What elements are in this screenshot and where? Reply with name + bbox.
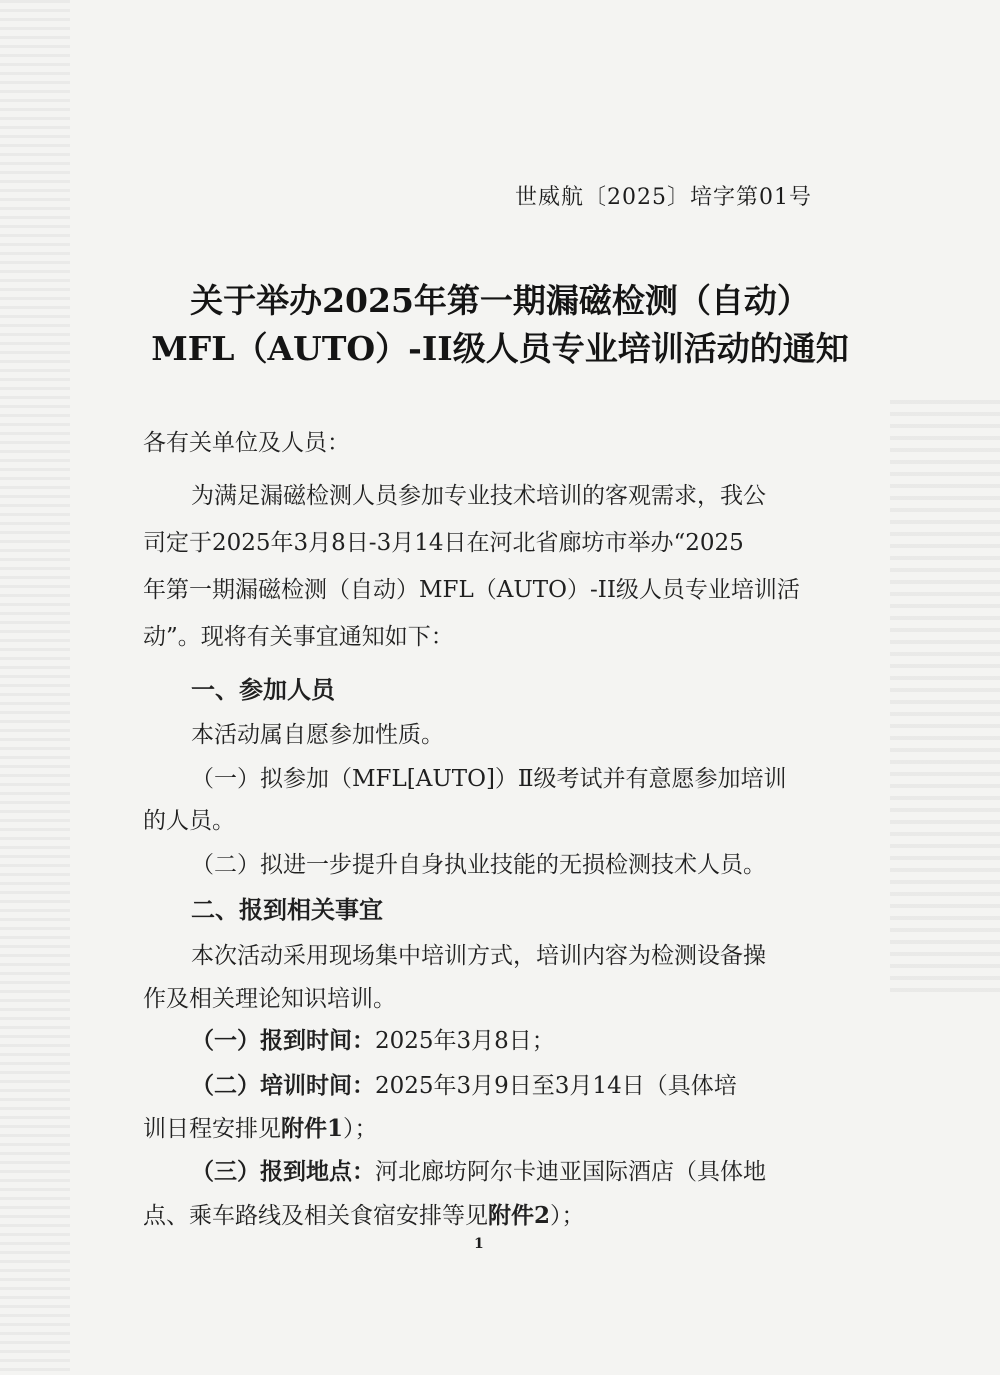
section2-item2-value: 2025年3月9日至3月14日（具体培 [375,1073,737,1099]
section1-item1-line2: 的人员。 [143,808,235,834]
intro-line-2: 司定于2025年3月8日-3月14日在河北省廊坊市举办“2025 [143,530,744,556]
title-line-1: 关于举办2025年第一期漏磁检测（自动） [190,281,810,320]
section2-item1-label: （一）报到时间： [191,1027,375,1054]
document-number: 世威航〔2025〕培字第01号 [515,185,812,210]
section1-item1-line1: （一）拟参加（MFL[AUTO]）Ⅱ级考试并有意愿参加培训 [191,766,787,792]
section2-item2-line2-text: 训日程安排见 [143,1116,281,1142]
section2-item2-line2 [143,1110,378,1143]
section2-item2 [191,1067,737,1100]
page-number: 1 [474,1236,484,1252]
section2-item3-label: （三）报到地点： [191,1158,375,1185]
intro-line-3: 年第一期漏磁检测（自动）MFL（AUTO）-II级人员专业培训活 [143,577,800,603]
title-line-2: MFL（AUTO）-II级人员专业培训活动的通知 [151,329,849,368]
attachment1-ref: 附件1 [281,1115,344,1142]
section1-item2: （二）拟进一步提升自身执业技能的无损检测技术人员。 [191,852,766,878]
section2-item2-line2-end: ）； [343,1116,378,1142]
attachment2-ref: 附件2 [488,1202,551,1229]
section2-item3-line2-end: ）； [550,1203,585,1229]
section1-heading: 一、参加人员 [191,675,335,704]
section2-heading: 二、报到相关事宜 [191,895,383,924]
intro-line-4: 动”。现将有关事宜通知如下： [143,624,454,650]
intro-line-1: 为满足漏磁检测人员参加专业技术培训的客观需求，我公 [191,483,766,509]
section2-item3-line2 [143,1197,585,1230]
section2-item3-value: 河北廊坊阿尔卡迪亚国际酒店（具体地 [375,1159,766,1185]
scan-noise-right [890,400,1000,1000]
section2-item3-line2-text: 点、乘车路线及相关食宿安排等见 [143,1203,488,1229]
scan-noise-left [0,0,70,1375]
section2-item1 [191,1022,555,1055]
section1-text: 本活动属自愿参加性质。 [191,722,444,748]
section2-item1-value: 2025年3月8日； [375,1028,555,1054]
section2-text-line1: 本次活动采用现场集中培训方式，培训内容为检测设备操 [191,943,766,969]
section2-text-line2: 作及相关理论知识培训。 [143,986,396,1012]
section2-item2-label: （二）培训时间： [191,1072,375,1099]
salutation: 各有关单位及人员： [143,430,350,456]
section2-item3 [191,1153,766,1186]
